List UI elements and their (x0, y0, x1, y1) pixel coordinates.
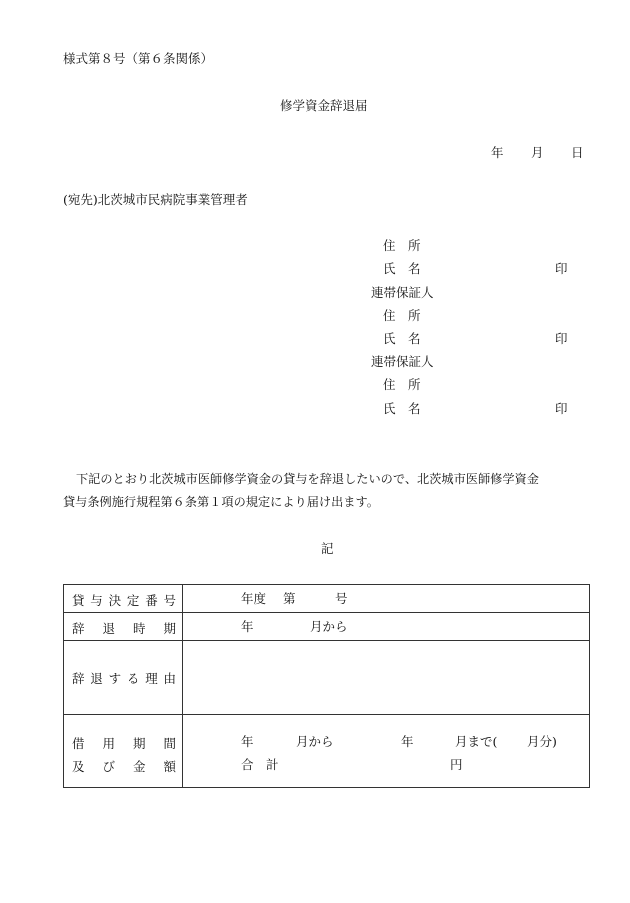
period-year-2: 年 (401, 734, 414, 749)
table-row-divider (64, 612, 589, 613)
details-table (63, 584, 590, 788)
applicant-seal: 印 (555, 261, 568, 276)
period-total-label: 合 計 (241, 757, 279, 772)
guarantor-1-name-label: 氏 名 (383, 331, 421, 346)
guarantor-1-address-label: 住 所 (383, 308, 421, 323)
date-day: 日 (571, 145, 584, 160)
table-row-divider (64, 640, 589, 641)
document-title: 修学資金辞退届 (280, 98, 368, 113)
loan-number-label: 貸 与 決 定 番 号 (72, 593, 176, 608)
loan-number-go: 号 (335, 591, 348, 606)
guarantor-2-seal: 印 (555, 401, 568, 416)
guarantor-1-heading: 連帯保証人 (371, 285, 434, 300)
period-year-1: 年 (241, 734, 254, 749)
withdrawal-year: 年 (241, 619, 254, 634)
guarantor-1-seal: 印 (555, 331, 568, 346)
body-line-1: 下記のとおり北茨城市医師修学資金の貸与を辞退したいので、北茨城市医師修学資金 (76, 472, 539, 486)
guarantor-2-address-label: 住 所 (383, 377, 421, 392)
date-year: 年 (491, 145, 504, 160)
period-label-line-2: 及 び 金 額 (72, 759, 176, 774)
period-month-until: 月まで( (455, 734, 498, 749)
guarantor-2-heading: 連帯保証人 (371, 354, 434, 369)
ki-heading: 記 (321, 541, 334, 556)
loan-number-nendo: 年度 (241, 591, 267, 606)
date-month: 月 (531, 145, 544, 160)
reason-label: 辞 退 す る 理 由 (72, 671, 176, 686)
period-label-line-1: 借 用 期 間 (72, 736, 176, 751)
period-yen: 円 (450, 757, 463, 772)
period-month-from: 月から (296, 734, 334, 749)
withdrawal-month-from: 月から (310, 619, 348, 634)
addressee: (宛先)北茨城市民病院事業管理者 (63, 192, 248, 207)
table-column-divider (182, 585, 183, 787)
loan-number-dai: 第 (283, 591, 296, 606)
table-row-divider (64, 714, 589, 715)
period-months: 月分) (527, 734, 557, 749)
applicant-name-label: 氏 名 (383, 261, 421, 276)
guarantor-2-name-label: 氏 名 (383, 401, 421, 416)
body-line-2: 貸与条例施行規程第６条第１項の規定により届け出ます。 (63, 495, 379, 509)
withdrawal-time-label: 辞 退 時 期 (72, 621, 176, 636)
form-number: 様式第８号（第６条関係） (63, 51, 214, 66)
applicant-address-label: 住 所 (383, 238, 421, 253)
